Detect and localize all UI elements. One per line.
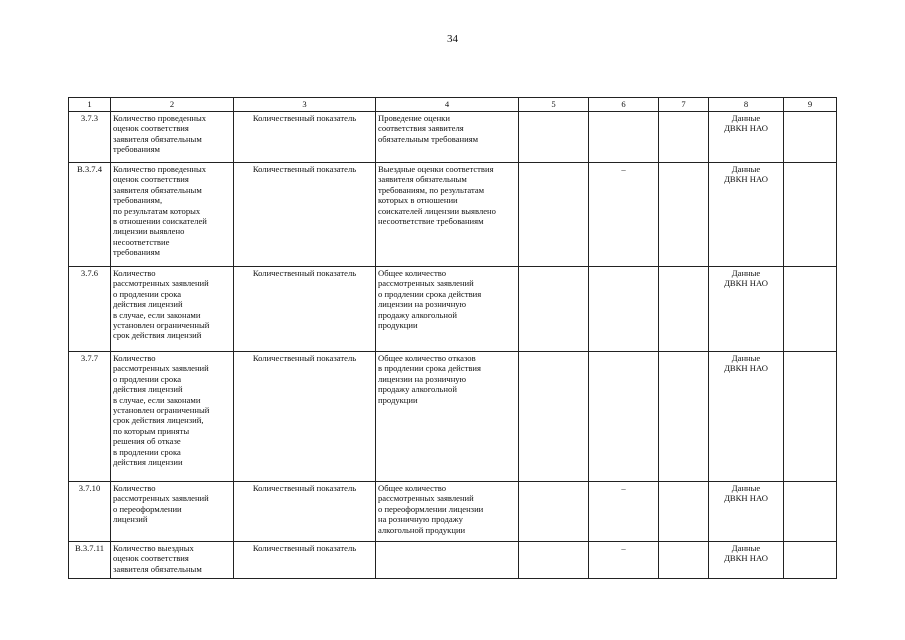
data-source: Данные ДВКН НАО — [709, 482, 784, 542]
column-header: 9 — [784, 98, 837, 112]
cell-col5 — [519, 482, 589, 542]
cell-col6: – — [589, 163, 659, 267]
cell-col5 — [519, 352, 589, 482]
row-code: 3.7.3 — [69, 112, 111, 163]
cell-col6 — [589, 352, 659, 482]
cell-col6: – — [589, 482, 659, 542]
cell-col5 — [519, 112, 589, 163]
indicator-type: Количественный показатель — [234, 352, 376, 482]
row-code: 3.7.10 — [69, 482, 111, 542]
indicator-name: Количество проведенных оценок соответствия заявителя обязательным требованиям, по результатам которых в отношении соискателей лицензии выявлено несоответствие требованиям — [111, 163, 234, 267]
cell-col9 — [784, 482, 837, 542]
indicator-description: Выездные оценки соответствия заявителя обязательным требованиям, по результатам которых в отношении соискателей лицензии выявлено несоответствие требованиям — [376, 163, 519, 267]
column-header: 5 — [519, 98, 589, 112]
table-row — [69, 352, 837, 482]
row-code: 3.7.6 — [69, 267, 111, 352]
indicator-description: Проведение оценки соответствия заявителя обязательным требованиям — [376, 112, 519, 163]
cell-col6: – — [589, 542, 659, 579]
cell-col5 — [519, 542, 589, 579]
cell-col6 — [589, 112, 659, 163]
cell-col7 — [659, 163, 709, 267]
indicator-name: Количество рассмотренных заявлений о продлении срока действия лицензий в случае, если законами установлен ограниченный срок действия лицензий, по которым приняты решения об отказе в продлении срока действия лицензии — [111, 352, 234, 482]
header-row — [69, 98, 837, 112]
indicator-name: Количество рассмотренных заявлений о переоформлении лицензий — [111, 482, 234, 542]
cell-col9 — [784, 267, 837, 352]
table-row — [69, 163, 837, 267]
data-source: Данные ДВКН НАО — [709, 352, 784, 482]
indicator-table — [68, 97, 837, 579]
indicator-name: Количество выездных оценок соответствия заявителя обязательным — [111, 542, 234, 579]
cell-col7 — [659, 482, 709, 542]
column-header: 2 — [111, 98, 234, 112]
column-header: 1 — [69, 98, 111, 112]
table-row — [69, 112, 837, 163]
data-source: Данные ДВКН НАО — [709, 267, 784, 352]
column-header: 4 — [376, 98, 519, 112]
indicator-description — [376, 542, 519, 579]
cell-col7 — [659, 352, 709, 482]
row-code: В.3.7.11 — [69, 542, 111, 579]
row-code: 3.7.7 — [69, 352, 111, 482]
indicator-description: Общее количество рассмотренных заявлений о переоформлении лицензии на розничную продажу алкогольной продукции — [376, 482, 519, 542]
row-code: В.3.7.4 — [69, 163, 111, 267]
cell-col6 — [589, 267, 659, 352]
indicator-type: Количественный показатель — [234, 267, 376, 352]
column-header: 7 — [659, 98, 709, 112]
page-number: 34 — [447, 33, 458, 45]
indicator-type: Количественный показатель — [234, 112, 376, 163]
indicator-type: Количественный показатель — [234, 163, 376, 267]
cell-col9 — [784, 112, 837, 163]
cell-col9 — [784, 352, 837, 482]
indicator-name: Количество рассмотренных заявлений о продлении срока действия лицензий в случае, если законами установлен ограниченный срок действия лицензий — [111, 267, 234, 352]
cell-col9 — [784, 163, 837, 267]
column-header: 8 — [709, 98, 784, 112]
cell-col5 — [519, 267, 589, 352]
column-header: 3 — [234, 98, 376, 112]
table-row — [69, 542, 837, 579]
data-source: Данные ДВКН НАО — [709, 163, 784, 267]
data-source: Данные ДВКН НАО — [709, 112, 784, 163]
cell-col7 — [659, 542, 709, 579]
indicator-description: Общее количество рассмотренных заявлений о продлении срока действия лицензии на розничную продажу алкогольной продукции — [376, 267, 519, 352]
cell-col7 — [659, 112, 709, 163]
indicator-type: Количественный показатель — [234, 482, 376, 542]
data-source: Данные ДВКН НАО — [709, 542, 784, 579]
indicator-name: Количество проведенных оценок соответствия заявителя обязательным требованиям — [111, 112, 234, 163]
table-row — [69, 482, 837, 542]
cell-col5 — [519, 163, 589, 267]
column-header: 6 — [589, 98, 659, 112]
indicator-description: Общее количество отказов в продлении срока действия лицензии на розничную продажу алкогольной продукции — [376, 352, 519, 482]
cell-col9 — [784, 542, 837, 579]
table-row — [69, 267, 837, 352]
cell-col7 — [659, 267, 709, 352]
indicator-type: Количественный показатель — [234, 542, 376, 579]
